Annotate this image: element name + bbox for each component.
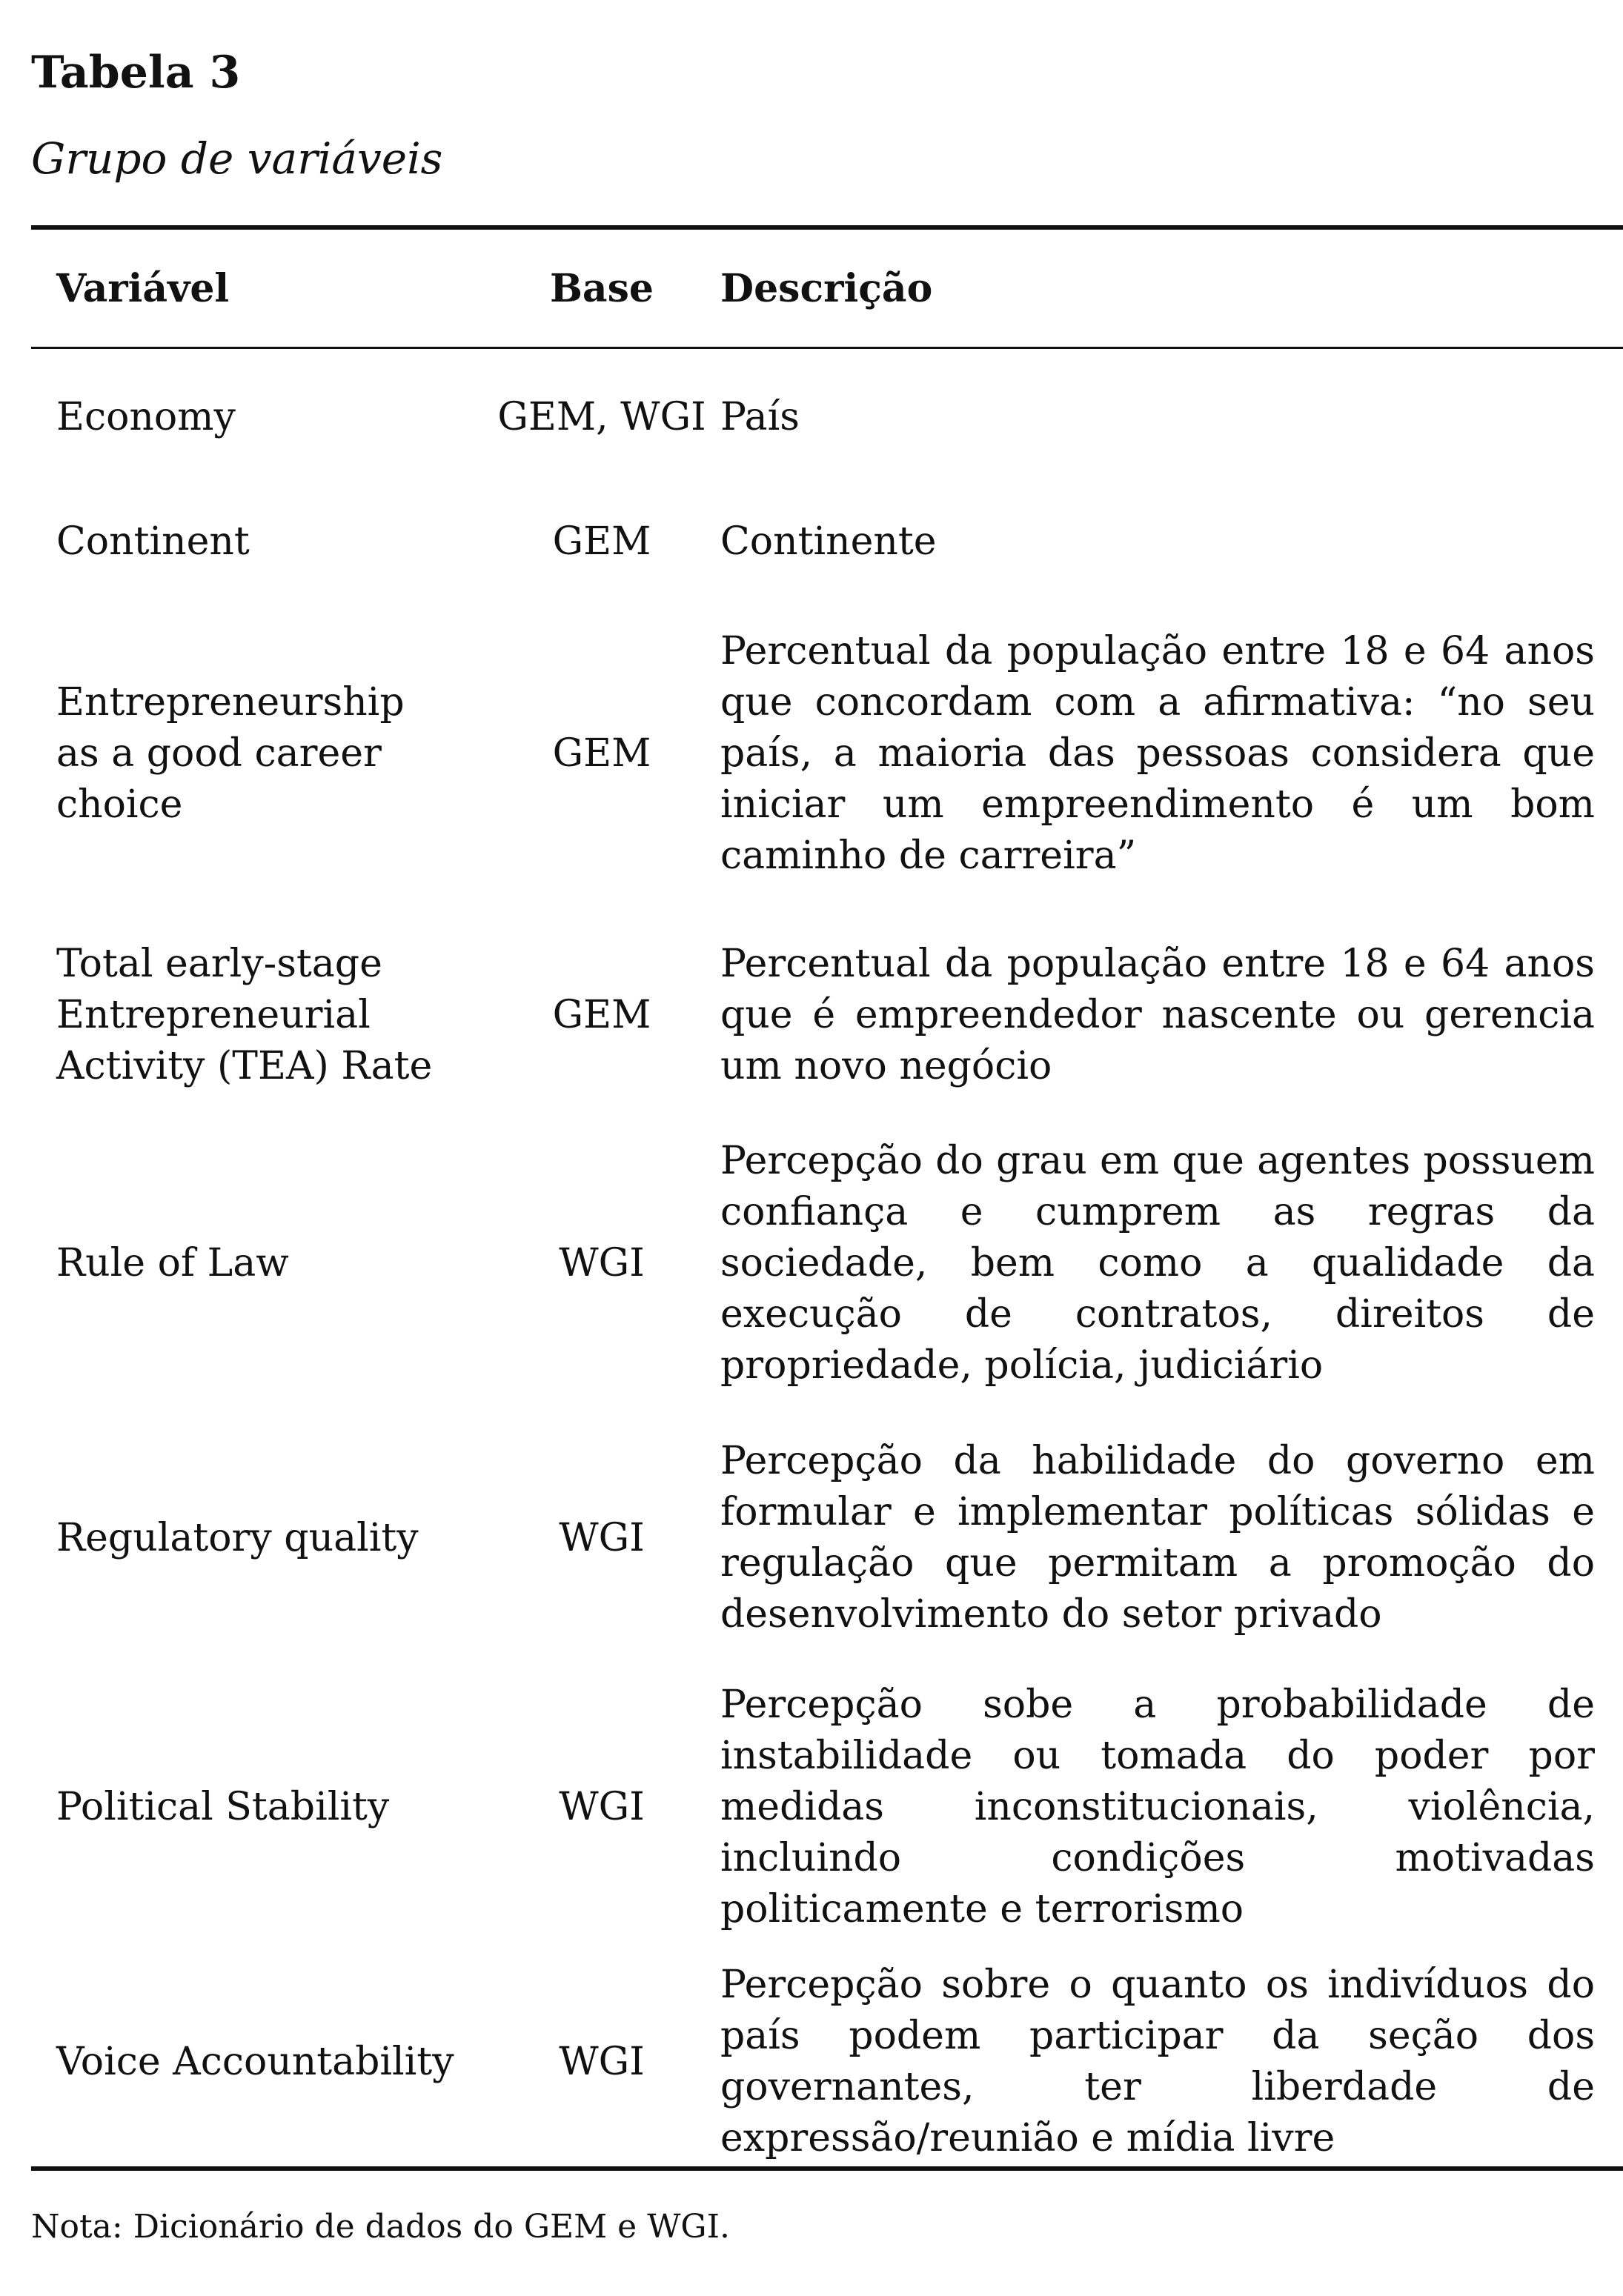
cell-base: GEM, WGI (497, 394, 706, 439)
cell-base: GEM (552, 992, 651, 1037)
table-row (31, 1957, 1623, 2166)
cell-description (720, 624, 1595, 883)
cell-description-text: Continente (720, 519, 937, 564)
cell-description (720, 1134, 1595, 1393)
cell-description-text: Percepção do grau em que agentes possuem confiança e cumprem as regras da sociedade, bem como a qualidade da execução de contratos, direitos de propriedade, polícia, judiciário (720, 1138, 1595, 1388)
cell-variable: Continent (56, 519, 250, 564)
cell-base: GEM (552, 519, 651, 564)
table-row (31, 935, 1623, 1095)
cell-variable: Economy (56, 394, 236, 439)
cell-variable: Rule of Law (56, 1240, 289, 1285)
cell-description-text: Percepção sobe a probabilidade de instabilidade ou tomada do poder por medidas inconstitucionais, violência, incluindo condições motivadas politicamente e terrorismo (720, 1682, 1595, 1931)
cell-description (720, 1957, 1595, 2166)
table-subtitle: Grupo de variáveis (31, 133, 443, 184)
table-row (31, 1677, 1623, 1937)
cell-base: WGI (559, 1515, 645, 1560)
cell-description-text: Percentual da população entre 18 e 64 anos que é empreendedor nascente ou gerencia um novo negócio (720, 941, 1595, 1088)
table-row (31, 370, 1623, 464)
cell-variable: Entrepreneurship as a good career choice (56, 679, 405, 827)
cell-variable: Political Stability (56, 1784, 390, 1829)
header-description: Descrição (720, 265, 933, 311)
cell-description-text: Percepção da habilidade do governo em formular e implementar políticas sólidas e regulação que permitam a promoção do desenvolvimento do setor privado (720, 1439, 1595, 1637)
table-header-rule (31, 347, 1623, 349)
table-header (31, 230, 1623, 347)
cell-description (720, 370, 1595, 464)
cell-base: WGI (559, 1240, 645, 1285)
cell-description-text: Percepção sobre o quanto os indivíduos do país podem participar da seção dos governantes, ter liberdade de expressão/reunião e mídia livre (720, 1963, 1595, 2160)
cell-base: WGI (559, 1784, 645, 1829)
cell-description-text: País (720, 394, 800, 439)
table-note: Nota: Dicionário de dados do GEM e WGI. (31, 2208, 730, 2246)
cell-variable: Total early-stage Entrepreneurial Activity (TEA) Rate (56, 941, 433, 1088)
table-row (31, 1134, 1623, 1393)
header-base: Base (549, 265, 654, 311)
cell-variable: Voice Accountability (56, 2039, 454, 2084)
cell-description (720, 1433, 1595, 1643)
cell-variable: Regulatory quality (56, 1515, 419, 1560)
cell-description-text: Percentual da população entre 18 e 64 anos que concordam com a afirmativa: “no seu país, a maioria das pessoas considera que iniciar um empreendimento é um bom caminho de carreira” (720, 628, 1595, 878)
table-title: Tabela 3 (31, 47, 241, 99)
table-row (31, 495, 1623, 588)
table-bottom-rule (31, 2166, 1623, 2171)
cell-description (720, 1677, 1595, 1937)
cell-description (720, 935, 1595, 1095)
cell-description (720, 495, 1595, 588)
cell-base: WGI (559, 2039, 645, 2084)
table-row (31, 1433, 1623, 1643)
cell-base: GEM (552, 731, 651, 776)
header-variable: Variável (56, 265, 230, 311)
table-row (31, 624, 1623, 883)
